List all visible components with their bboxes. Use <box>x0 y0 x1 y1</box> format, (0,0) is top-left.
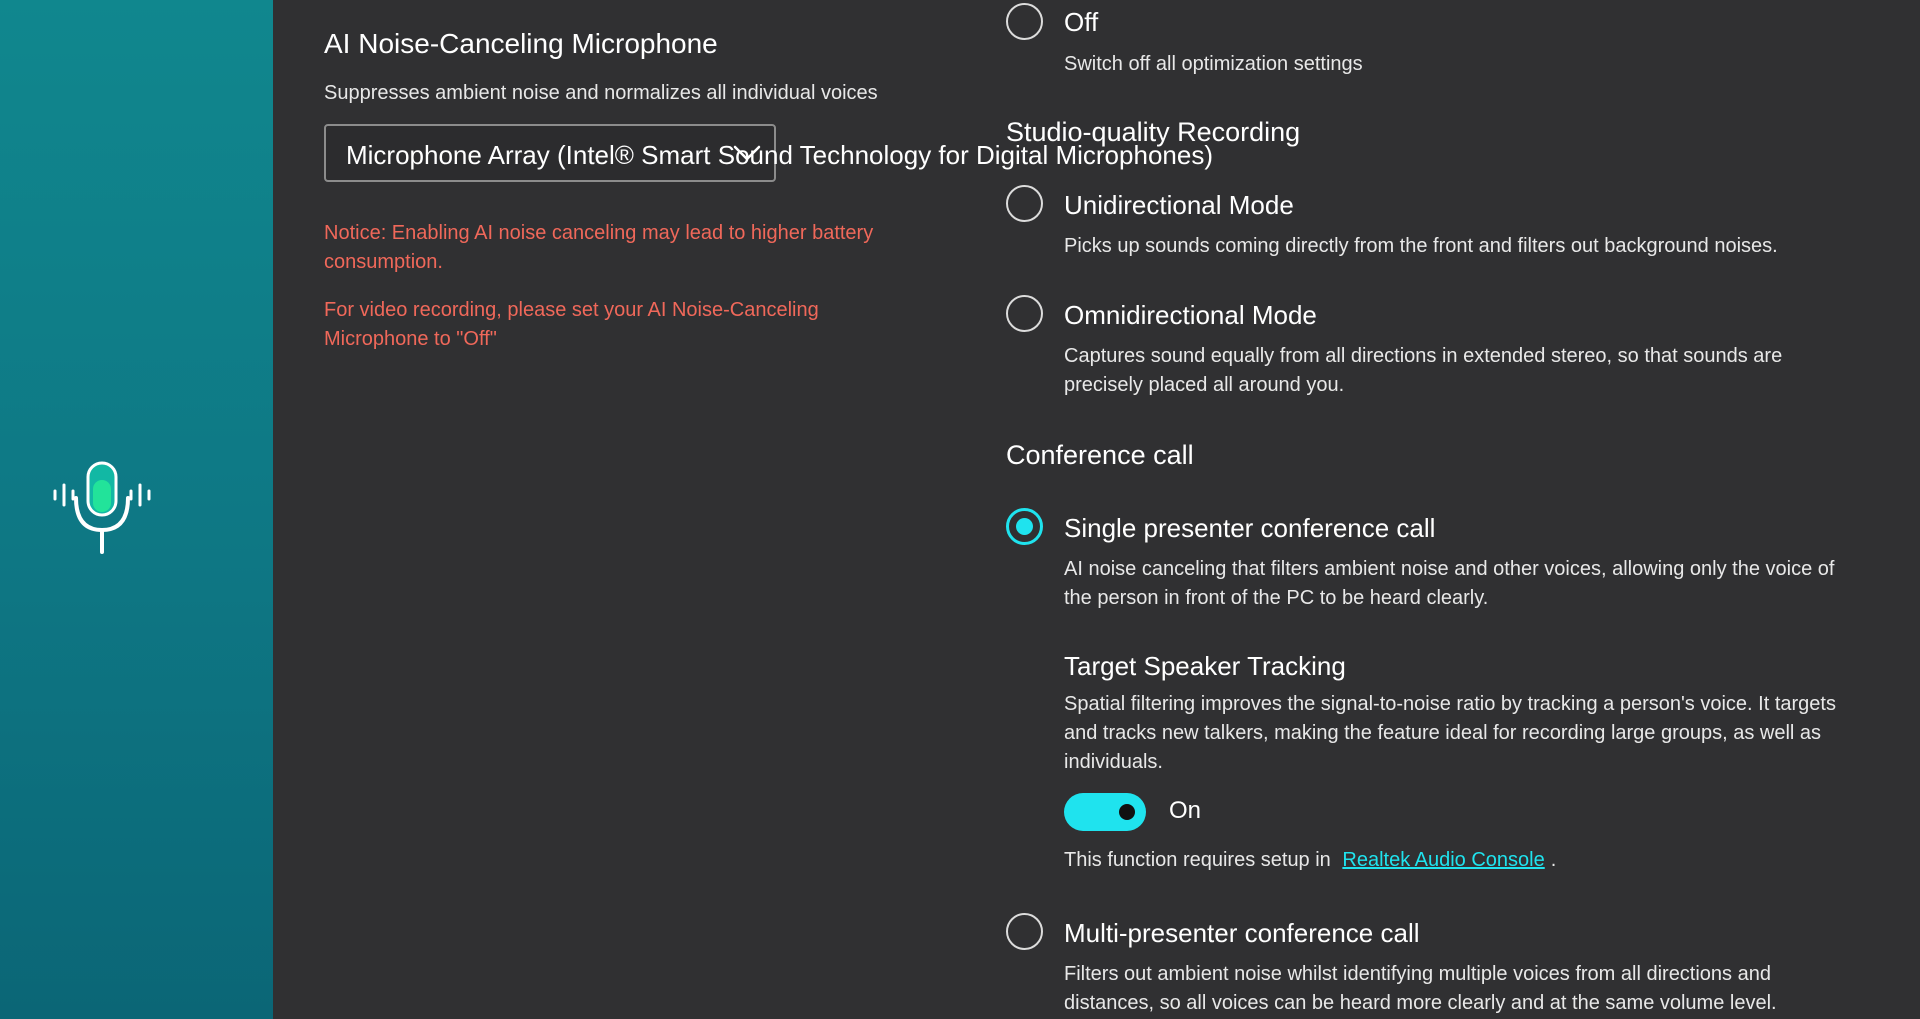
option-omnidirectional-description: Captures sound equally from all directions in extended stereo, so that sounds are precisely placed all around you. <box>1064 345 1783 396</box>
radio-single-presenter[interactable] <box>1006 508 1043 545</box>
option-unidirectional-label: Unidirectional Mode <box>1064 190 1294 220</box>
dropdown-selected-value: Microphone Array (Intel® Smart Sound Technology for Digital Microphones) <box>346 140 1213 170</box>
setup-suffix-text: . <box>1550 849 1557 871</box>
option-single-presenter-label: Single presenter conference call <box>1064 513 1436 543</box>
studio-group-title: Studio-quality Recording <box>1006 117 1301 147</box>
option-off-description: Switch off all optimization settings <box>1064 53 1363 75</box>
setup-prefix-text: This function requires setup in <box>1064 849 1331 871</box>
main-content <box>273 0 1920 1019</box>
target-tracking-title: Target Speaker Tracking <box>1064 651 1346 681</box>
target-tracking-description: Spatial filtering improves the signal-to-noise ratio by tracking a person's voice. It targets and tracks new talkers, making the feature ideal for recording large groups, as well as individuals. <box>1064 693 1836 773</box>
radio-off[interactable] <box>1006 3 1043 40</box>
realtek-audio-console-link[interactable]: Realtek Audio Console <box>1342 849 1545 871</box>
chevron-down-icon <box>732 140 762 166</box>
toggle-state-label: On <box>1169 797 1202 824</box>
radio-selected-dot <box>1016 518 1033 535</box>
option-multi-presenter-description: Filters out ambient noise whilst identifying multiple voices from all directions and distances, so all voices can be heard more clearly and at the same volume level. <box>1064 963 1777 1014</box>
radio-omnidirectional[interactable] <box>1006 295 1043 332</box>
option-unidirectional-description: Picks up sounds coming directly from the front and filters out background noises. <box>1064 235 1778 257</box>
radio-unidirectional[interactable] <box>1006 185 1043 222</box>
option-omnidirectional-label: Omnidirectional Mode <box>1064 300 1317 330</box>
microphone-icon <box>52 460 152 556</box>
option-off-label: Off <box>1064 7 1099 37</box>
target-tracking-toggle[interactable] <box>1064 793 1146 831</box>
toggle-knob <box>1119 804 1135 820</box>
sidebar-panel <box>0 0 273 1019</box>
video-recording-notice: For video recording, please set your AI Noise-Canceling Microphone to "Off" <box>324 299 819 350</box>
conference-group-title: Conference call <box>1006 440 1194 470</box>
battery-notice: Notice: Enabling AI noise canceling may lead to higher battery consumption. <box>324 222 874 273</box>
radio-multi-presenter[interactable] <box>1006 913 1043 950</box>
option-single-presenter-description: AI noise canceling that filters ambient noise and other voices, allowing only the voice of the person in front of the PC to be heard clearly. <box>1064 558 1835 609</box>
option-multi-presenter-label: Multi-presenter conference call <box>1064 918 1420 948</box>
setup-requirement <box>1064 849 1556 872</box>
section-title: AI Noise-Canceling Microphone <box>324 28 718 59</box>
section-subtitle: Suppresses ambient noise and normalizes all individual voices <box>324 82 878 104</box>
